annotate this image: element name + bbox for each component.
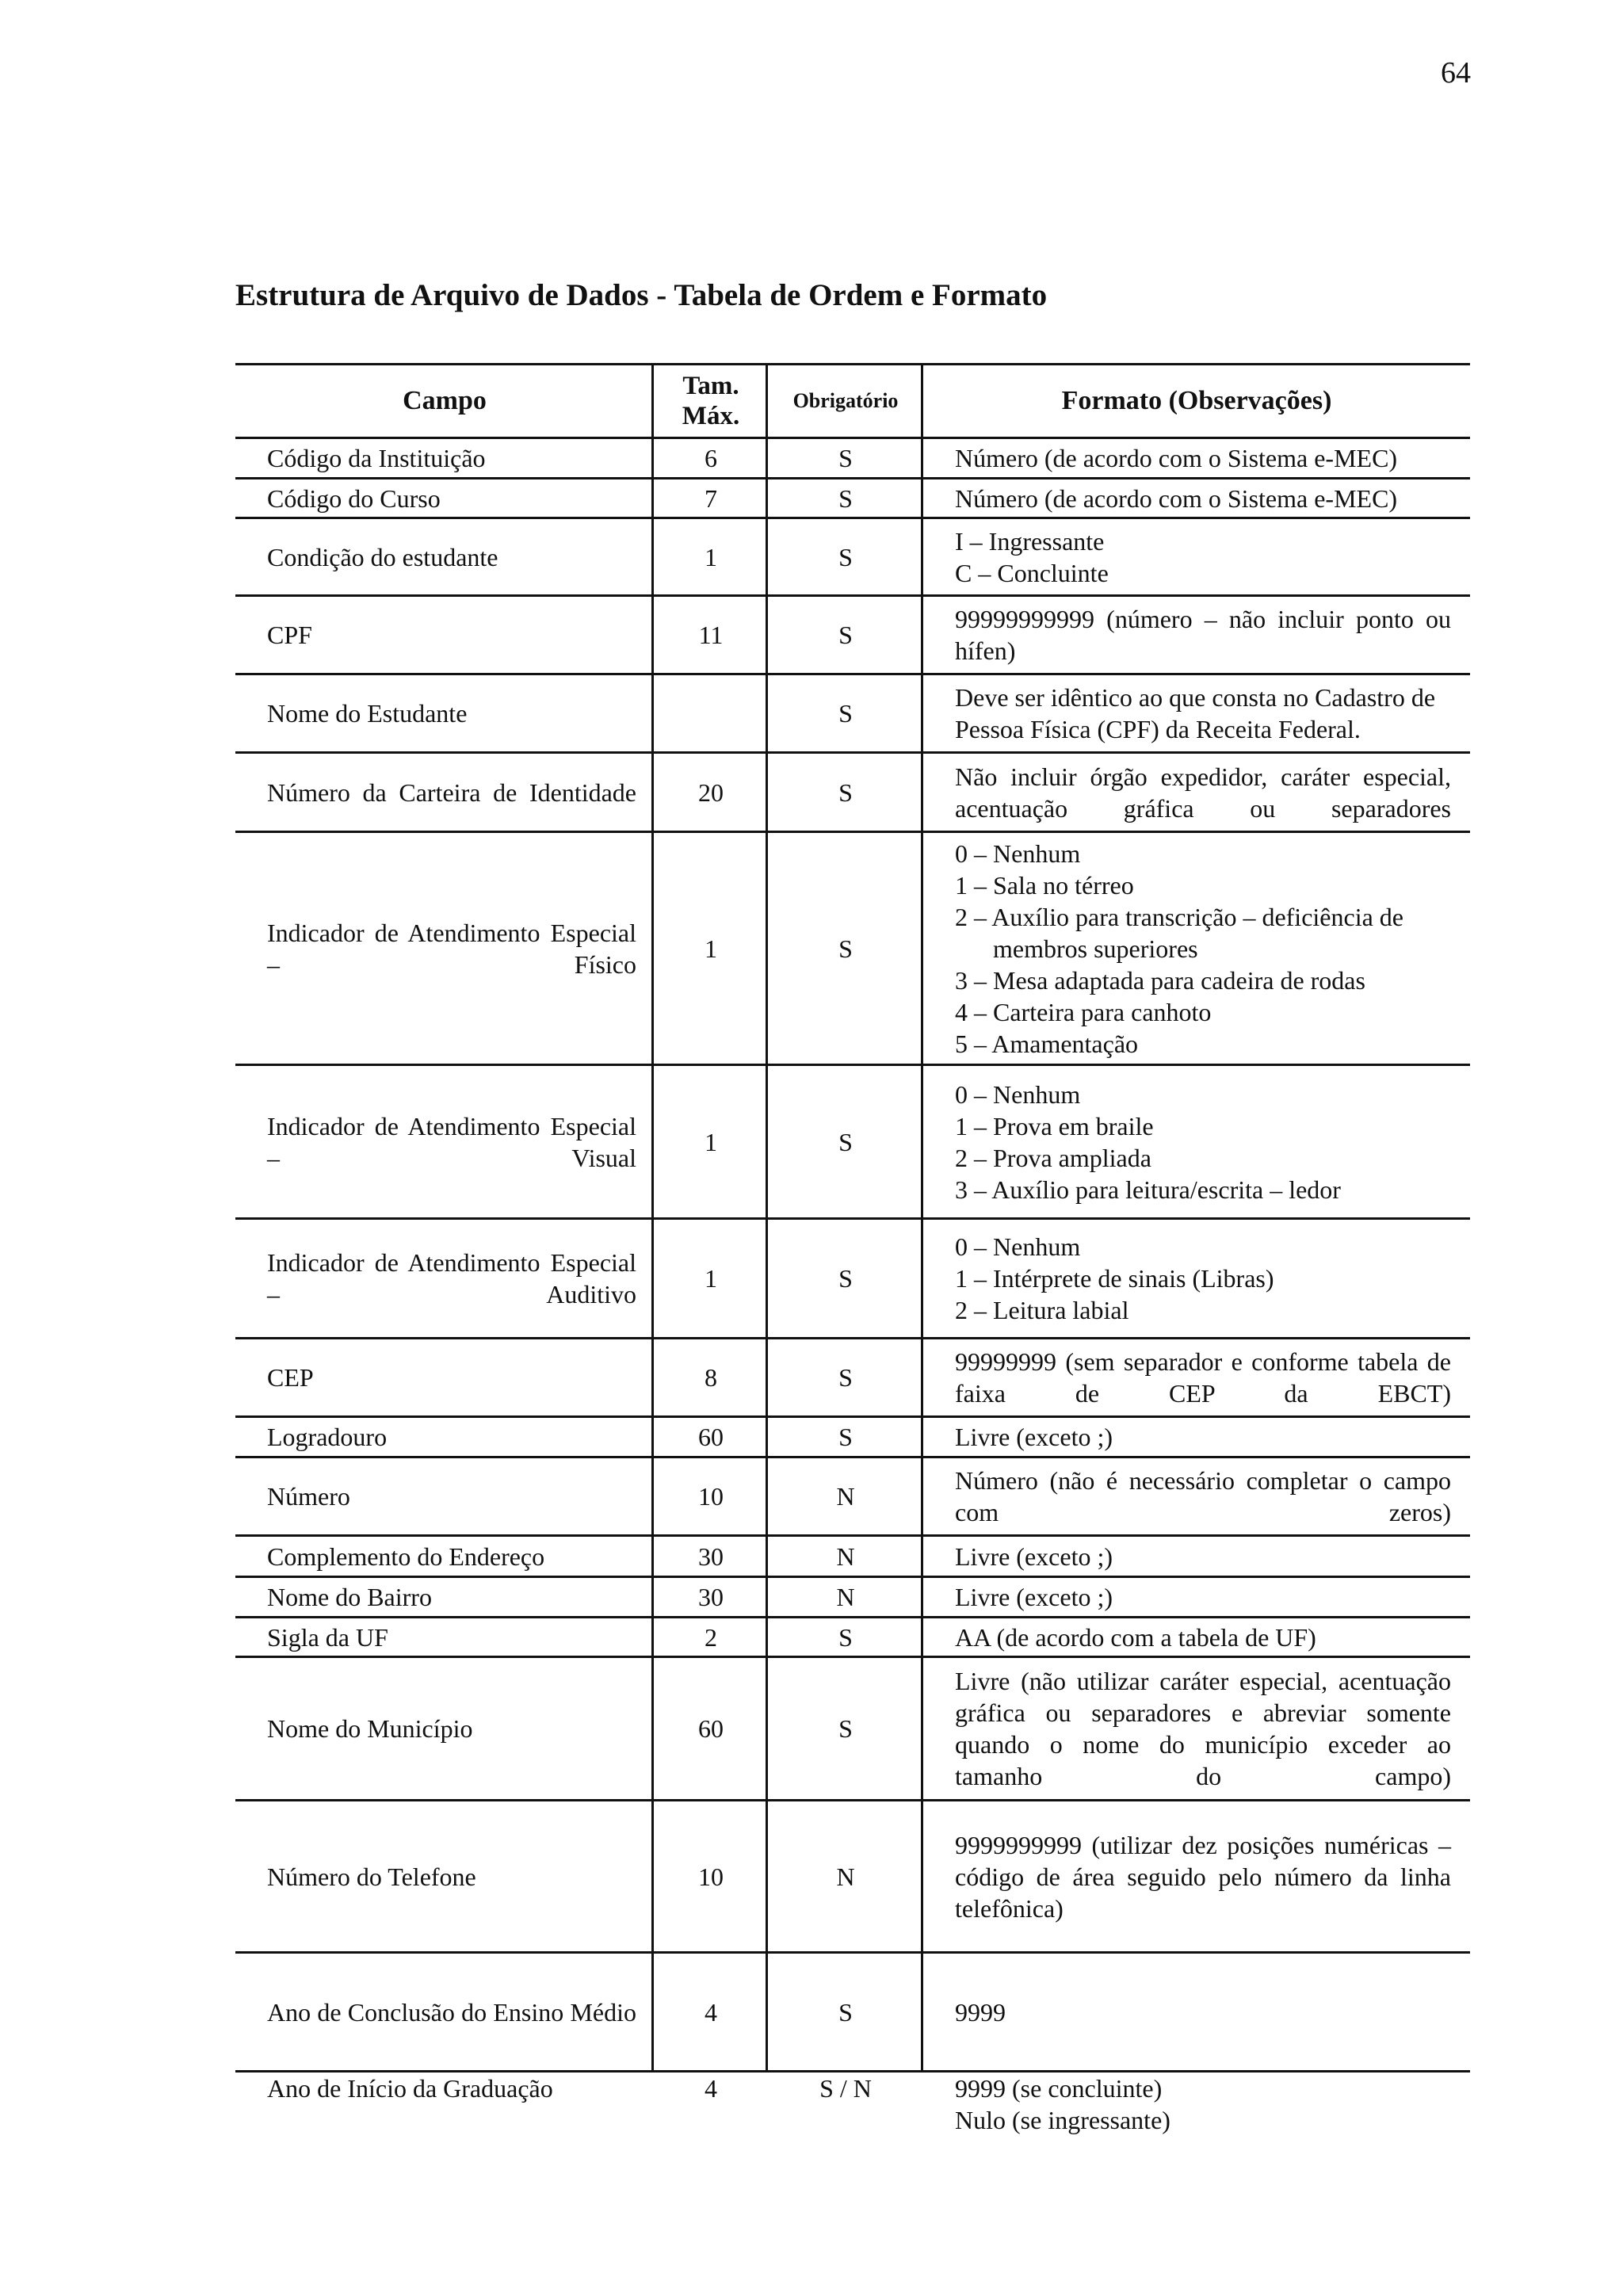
header-campo-text: Campo [403, 386, 487, 415]
campo-text: Ano de Início da Graduação [267, 2074, 553, 2103]
tam-max-text: 4 [705, 1997, 717, 2027]
tam-max-text: 8 [705, 1363, 717, 1392]
header-tam-max-text: Tam. Máx. [682, 372, 740, 430]
obrigatorio-text: S [838, 699, 853, 728]
campo-text: Código da Instituição [267, 444, 486, 472]
obrigatorio-text: S [838, 1363, 853, 1392]
formato-line: 3 – Auxílio para leitura/escrita – ledor [955, 1175, 1341, 1204]
cell-obrigatorio [768, 597, 923, 673]
campo-text: Número da Carteira de Identidade [267, 777, 636, 807]
campo-text: Nome do Bairro [267, 1583, 432, 1611]
formato-line: 9999 (se concluinte) [955, 2074, 1163, 2103]
cell-campo [235, 1658, 654, 1799]
cell-formato [923, 519, 1470, 594]
cell-formato [923, 1458, 1470, 1534]
cell-campo [235, 1801, 654, 1951]
cell-tam-max [654, 439, 768, 477]
campo-text: Nome do Município [267, 1714, 473, 1743]
formato-line: Não incluir órgão expedidor, caráter especial, acentuação gráfica ou separadores [955, 762, 1451, 823]
obrigatorio-text: N [836, 1583, 855, 1611]
cell-tam-max [654, 1537, 768, 1576]
formato-line: C – Concluinte [955, 558, 1109, 587]
cell-tam-max [654, 1801, 768, 1951]
formato-line: 0 – Nenhum [955, 1232, 1081, 1261]
cell-tam-max [654, 1618, 768, 1656]
formato-line: 99999999999 (número – não incluir ponto ou hífen) [955, 605, 1451, 665]
cell-obrigatorio [768, 1954, 923, 2070]
formato-line: 5 – Amamentação [955, 1029, 1139, 1058]
cell-formato [923, 597, 1470, 673]
obrigatorio-text: S [838, 444, 853, 472]
cell-formato [923, 479, 1470, 517]
cell-formato [923, 1339, 1470, 1415]
cell-tam-max [654, 1578, 768, 1616]
tam-max-text: 30 [698, 1541, 724, 1571]
tam-max-text: 7 [705, 483, 717, 513]
cell-campo [235, 1418, 654, 1456]
cell-formato [923, 675, 1470, 751]
cell-tam-max [654, 1066, 768, 1217]
formato-line: 99999999 (sem separador e conforme tabela de faixa de CEP da EBCT) [955, 1347, 1451, 1408]
cell-formato [923, 1220, 1470, 1337]
cell-formato [923, 1066, 1470, 1217]
cell-obrigatorio [768, 1537, 923, 1576]
cell-obrigatorio [768, 1801, 923, 1951]
cell-formato [923, 2073, 1470, 2136]
cell-formato [923, 439, 1470, 477]
cell-campo [235, 1954, 654, 2070]
cell-tam-max [654, 1954, 768, 2070]
formato-line: Deve ser idêntico ao que consta no Cadastro de Pessoa Física (CPF) da Receita Federal. [955, 683, 1436, 743]
formato-line: 1 – Sala no térreo [955, 870, 1134, 900]
cell-tam-max [654, 833, 768, 1064]
formato-line: I – Ingressante [955, 526, 1105, 556]
tam-max-text: 1 [705, 1127, 717, 1156]
obrigatorio-text: N [836, 1541, 855, 1571]
cell-tam-max [654, 597, 768, 673]
cell-obrigatorio [768, 1066, 923, 1217]
cell-campo [235, 519, 654, 594]
cell-formato [923, 1658, 1470, 1799]
campo-text: Indicador de Atendimento Especial – Físico [267, 918, 636, 979]
header-campo [235, 365, 654, 437]
cell-tam-max [654, 479, 768, 517]
formato-line: 3 – Mesa adaptada para cadeira de rodas [955, 965, 1365, 995]
formato-line: 0 – Nenhum [955, 1079, 1081, 1109]
cell-campo [235, 479, 654, 517]
formato-line: Número (de acordo com o Sistema e-MEC) [955, 444, 1398, 472]
obrigatorio-text: S [838, 1714, 853, 1743]
campo-text: Complemento do Endereço [267, 1541, 545, 1571]
formato-line: membros superiores [993, 934, 1198, 963]
formato-line: 2 – Prova ampliada [955, 1143, 1151, 1172]
cell-obrigatorio [768, 1458, 923, 1534]
cell-campo [235, 2073, 654, 2104]
obrigatorio-text: S [838, 542, 853, 571]
document-title: Estrutura de Arquivo de Dados - Tabela de Ordem e Formato [235, 278, 1048, 312]
obrigatorio-text: S [838, 777, 853, 807]
obrigatorio-text: S [838, 1423, 853, 1451]
cell-campo [235, 1578, 654, 1616]
tam-max-text: 1 [705, 934, 717, 963]
tam-max-text: 1 [705, 542, 717, 571]
obrigatorio-text: S [838, 934, 853, 963]
obrigatorio-text: S [838, 621, 853, 649]
cell-obrigatorio [768, 519, 923, 594]
formato-line: Livre (exceto ;) [955, 1583, 1113, 1611]
header-formato-text: Formato (Observações) [1061, 386, 1332, 415]
cell-formato [923, 833, 1470, 1064]
formato-line: Nulo (se ingressante) [955, 2106, 1170, 2134]
obrigatorio-text: S / N [819, 2074, 872, 2103]
formato-line: 1 – Prova em braile [955, 1111, 1154, 1140]
cell-tam-max [654, 2073, 768, 2104]
cell-campo [235, 1537, 654, 1576]
cell-campo [235, 1066, 654, 1217]
tam-max-text: 6 [705, 444, 717, 472]
cell-formato [923, 1578, 1470, 1616]
formato-line: Livre (exceto ;) [955, 1541, 1113, 1571]
tam-max-text: 2 [705, 1622, 717, 1652]
header-tam-max [654, 365, 768, 437]
tam-max-text: 1 [705, 1264, 717, 1293]
campo-text: Número do Telefone [267, 1862, 476, 1891]
campo-text: Sigla da UF [267, 1622, 388, 1652]
obrigatorio-text: N [836, 1482, 855, 1511]
cell-tam-max [654, 1339, 768, 1415]
cell-obrigatorio [768, 1339, 923, 1415]
cell-tam-max [654, 754, 768, 831]
campo-text: Nome do Estudante [267, 699, 468, 728]
obrigatorio-text: S [838, 1127, 853, 1156]
cell-formato [923, 754, 1470, 831]
header-obrigatorio-text: Obrigatório [792, 389, 899, 412]
formato-line: 9999 [955, 1997, 1006, 2027]
header-obrigatorio [768, 365, 923, 437]
cell-campo [235, 439, 654, 477]
cell-campo [235, 1618, 654, 1656]
cell-tam-max [654, 1418, 768, 1456]
obrigatorio-text: S [838, 1997, 853, 2027]
campo-text: Condição do estudante [267, 542, 498, 571]
cell-tam-max [654, 1458, 768, 1534]
cell-obrigatorio [768, 675, 923, 751]
cell-formato [923, 1537, 1470, 1576]
cell-obrigatorio [768, 1220, 923, 1337]
formato-line: 1 – Intérprete de sinais (Libras) [955, 1264, 1274, 1293]
cell-campo [235, 597, 654, 673]
cell-tam-max [654, 675, 768, 751]
tam-max-text: 60 [698, 1423, 724, 1451]
formato-line: 9999999999 (utilizar dez posições numéricas – código de área seguido pelo número da linha telefônica) [955, 1830, 1451, 1923]
cell-campo [235, 675, 654, 751]
cell-obrigatorio [768, 833, 923, 1064]
cell-formato [923, 1618, 1470, 1656]
campo-text: Código do Curso [267, 483, 441, 513]
formato-line: 0 – Nenhum [955, 839, 1081, 868]
data-structure-table [235, 363, 1470, 2134]
page-number: 64 [1441, 56, 1471, 90]
cell-obrigatorio [768, 1418, 923, 1456]
campo-text: Logradouro [267, 1423, 388, 1451]
obrigatorio-text: S [838, 1622, 853, 1652]
obrigatorio-text: N [836, 1862, 855, 1891]
formato-line: 4 – Carteira para canhoto [955, 997, 1212, 1026]
formato-line: Livre (exceto ;) [955, 1423, 1113, 1451]
campo-text: Indicador de Atendimento Especial – Auditivo [267, 1248, 636, 1308]
formato-line: 2 – Auxílio para transcrição – deficiência de [955, 902, 1403, 931]
cell-obrigatorio [768, 1658, 923, 1799]
formato-line: Número (não é necessário completar o campo com zeros) [955, 1466, 1451, 1526]
cell-obrigatorio [768, 754, 923, 831]
cell-formato [923, 1418, 1470, 1456]
campo-text: Indicador de Atendimento Especial – Visual [267, 1111, 636, 1172]
campo-text: Número [267, 1482, 350, 1511]
formato-line: Livre (não utilizar caráter especial, acentuação gráfica ou separadores e abreviar somente quando o nome do município exceder ao tamanho do campo) [955, 1667, 1451, 1790]
cell-obrigatorio [768, 2073, 923, 2104]
campo-text: Ano de Conclusão do Ensino Médio [267, 1997, 636, 2027]
cell-campo [235, 1220, 654, 1337]
tam-max-text: 10 [698, 1862, 724, 1891]
formato-line: 2 – Leitura labial [955, 1296, 1129, 1324]
cell-obrigatorio [768, 439, 923, 477]
tam-max-text: 30 [698, 1583, 724, 1611]
tam-max-text: 11 [698, 621, 724, 649]
tam-max-text: 20 [698, 777, 724, 807]
cell-tam-max [654, 1220, 768, 1337]
campo-text: CPF [267, 621, 312, 649]
cell-tam-max [654, 1658, 768, 1799]
formato-line: Número (de acordo com o Sistema e-MEC) [955, 483, 1398, 513]
cell-campo [235, 1458, 654, 1534]
cell-obrigatorio [768, 1618, 923, 1656]
obrigatorio-text: S [838, 1264, 853, 1293]
formato-line: AA (de acordo com a tabela de UF) [955, 1622, 1316, 1652]
obrigatorio-text: S [838, 483, 853, 513]
cell-formato [923, 1801, 1470, 1951]
cell-obrigatorio [768, 479, 923, 517]
campo-text: CEP [267, 1363, 314, 1392]
cell-formato [923, 1954, 1470, 2070]
cell-tam-max [654, 519, 768, 594]
tam-max-text: 60 [698, 1714, 724, 1743]
tam-max-text: 4 [705, 2074, 717, 2103]
cell-campo [235, 1339, 654, 1415]
tam-max-text: 10 [698, 1482, 724, 1511]
cell-campo [235, 754, 654, 831]
cell-obrigatorio [768, 1578, 923, 1616]
cell-campo [235, 833, 654, 1064]
header-formato [923, 365, 1470, 437]
